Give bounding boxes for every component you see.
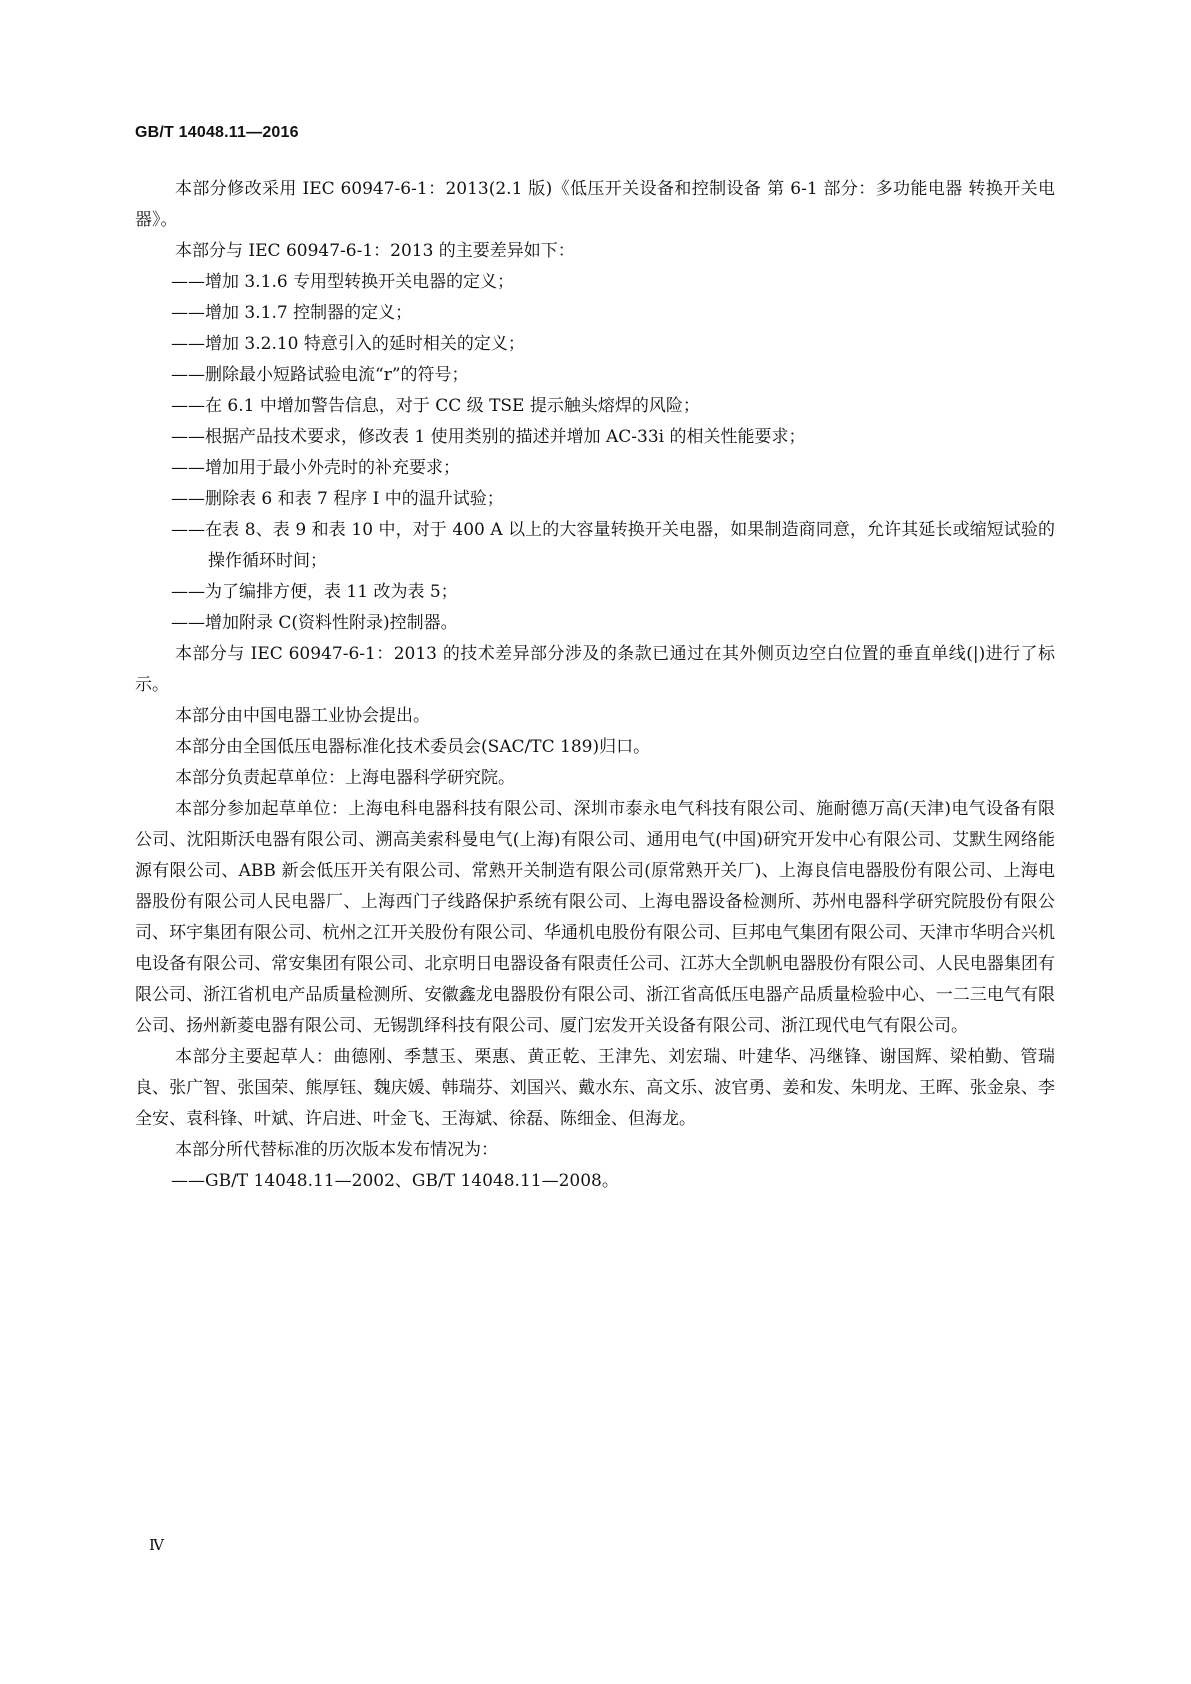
centralized-by-paragraph: 本部分由全国低压电器标准化技术委员会(SAC/TC 189)归口。 xyxy=(175,737,651,757)
difference-item: ——删除表 6 和表 7 程序 I 中的温升试验； xyxy=(171,489,504,509)
page-number: Ⅳ xyxy=(149,1536,164,1554)
history-intro-paragraph: 本部分所代替标准的历次版本发布情况为： xyxy=(175,1140,498,1160)
differences-intro: 本部分与 IEC 60947-6-1：2013 的主要差异如下： xyxy=(175,241,575,261)
difference-item: ——增加 3.2.10 特意引入的延时相关的定义； xyxy=(171,334,525,354)
marking-note-paragraph: 本部分与 IEC 60947-6-1：2013 的技术差异部分涉及的条款已通过在其外侧页边空白位置的垂直单线(|)进行了标示。 xyxy=(135,644,1055,695)
adoption-paragraph: 本部分修改采用 IEC 60947-6-1：2013(2.1 版)《低压开关设备和控制设备 第 6-1 部分：多功能电器 转换开关电器》。 xyxy=(135,179,1055,230)
foreword-body xyxy=(135,174,1055,1197)
difference-item: ——根据产品技术要求，修改表 1 使用类别的描述并增加 AC-33i 的相关性能要求； xyxy=(171,427,806,447)
difference-item: ——增加 3.1.7 控制器的定义； xyxy=(171,303,413,323)
difference-item: ——删除最小短路试验电流“r”的符号； xyxy=(171,365,469,385)
standard-number: GB/T 14048.11—2016 xyxy=(135,124,299,141)
difference-item: ——在 6.1 中增加警告信息，对于 CC 级 TSE 提示触头熔焊的风险； xyxy=(171,396,700,416)
difference-item: ——增加附录 C(资料性附录)控制器。 xyxy=(171,613,458,633)
difference-item: ——增加用于最小外壳时的补充要求； xyxy=(171,458,460,478)
participating-units-paragraph: 本部分参加起草单位：上海电科电器科技有限公司、深圳市泰永电气科技有限公司、施耐德万高(天津)电气设备有限公司、沈阳斯沃电器有限公司、溯高美索科曼电气(上海)有限公司、通用电气(中国)研究开发中心有限公司、艾默生网络能源有限公司、ABB 新会低压开关有限公司、常熟开关制造有限公司(原常熟开关厂)、上海良信电器股份有限公司、上海电器股份有限公司人民电器厂、上海西门子线路保护系统有限公司、上海电器设备检测所、苏州电器科学研究院股份有限公司、环宇集团有限公司、杭州之江开关股份有限公司、华通机电股份有限公司、巨邦电气集团有限公司、天津市华明合兴机电设备有限公司、常安集团有限公司、北京明日电器设备有限责任公司、江苏大全凯帆电器股份有限公司、人民电器集团有限公司、浙江省机电产品质量检测所、安徽鑫龙电器股份有限公司、浙江省高低压电器产品质量检验中心、一二三电气有限公司、扬州新菱电器有限公司、无锡凯绎科技有限公司、厦门宏发开关设备有限公司、浙江现代电气有限公司。 xyxy=(135,799,1055,1036)
proposed-by-paragraph: 本部分由中国电器工业协会提出。 xyxy=(175,706,430,726)
difference-item: ——为了编排方便，表 11 改为表 5； xyxy=(171,582,458,602)
difference-item: ——在表 8、表 9 和表 10 中，对于 400 A 以上的大容量转换开关电器，如果制造商同意，允许其延长或缩短试验的操作循环时间； xyxy=(171,520,1055,571)
main-drafters-paragraph: 本部分主要起草人：曲德刚、季慧玉、栗惠、黄正乾、王津先、刘宏瑞、叶建华、冯继锋、谢国辉、梁柏勤、管瑞良、张广智、张国荣、熊厚钰、魏庆媛、韩瑞芬、刘国兴、戴水东、高文乐、波官勇、姜和发、朱明龙、王晖、张金泉、李全安、袁科锋、叶斌、许启进、叶金飞、王海斌、徐磊、陈细金、但海龙。 xyxy=(135,1047,1055,1129)
history-item: ——GB/T 14048.11—2002、GB/T 14048.11—2008。 xyxy=(171,1171,619,1191)
difference-item: ——增加 3.1.6 专用型转换开关电器的定义； xyxy=(171,272,515,292)
drafting-unit-paragraph: 本部分负责起草单位：上海电器科学研究院。 xyxy=(175,768,515,788)
